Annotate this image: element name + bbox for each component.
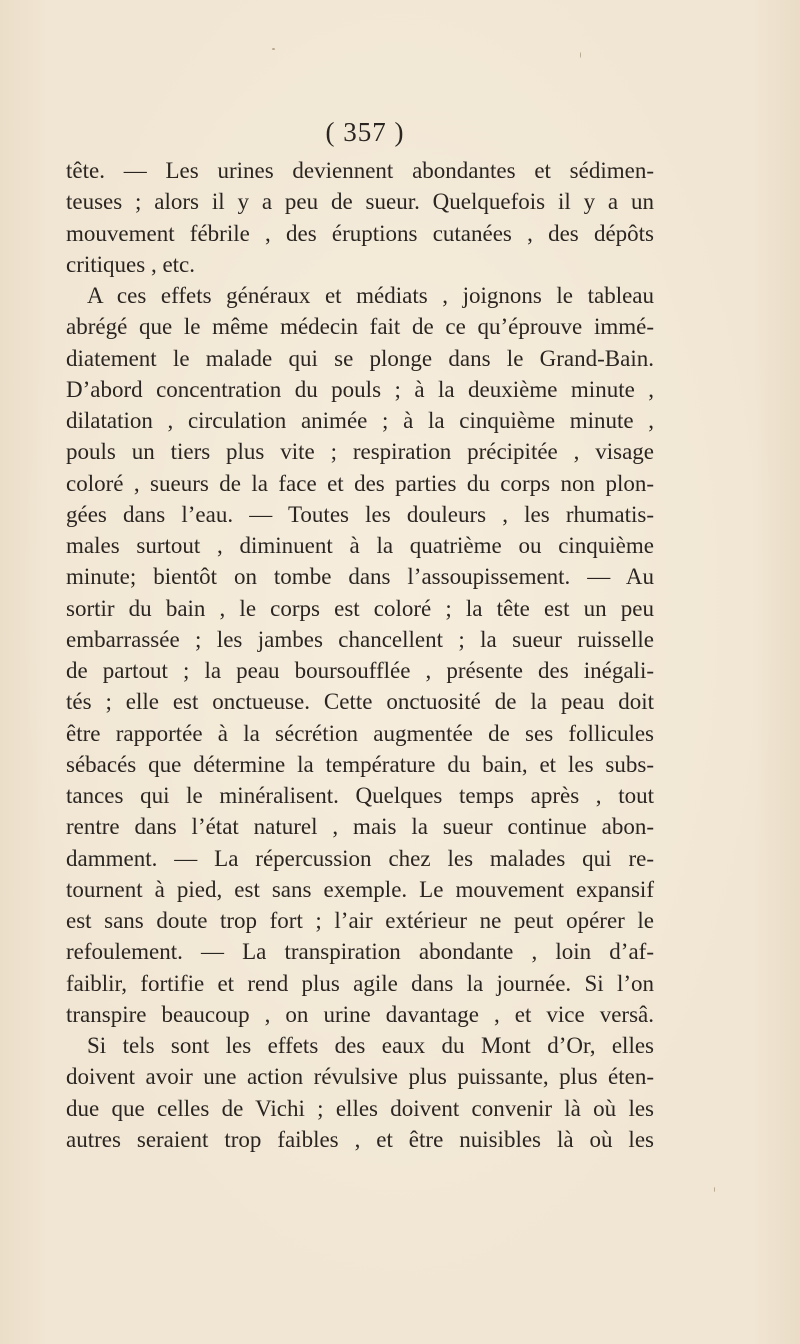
- text-line: A ces effets généraux et médiats , joignons le tableau: [87, 283, 654, 308]
- text-line: embarrassée ; les jambes chancellent ; la sueur ruisselle: [66, 626, 654, 652]
- text-line: de partout ; la peau boursoufflée , présente des inégali-: [66, 658, 654, 683]
- page-number: ( 357 ): [325, 117, 405, 147]
- text-line: rentre dans l’état naturel , mais la sueur continue abon-: [66, 814, 654, 840]
- text-line: damment. — La répercussion chez les malades qui re-: [66, 845, 654, 871]
- text-line: critiques , etc.: [66, 251, 196, 277]
- text-line: Si tels sont les effets des eaux du Mont d’Or, elles: [87, 1033, 654, 1058]
- text-line: refoulement. — La transpiration abondante , loin d’af-: [66, 939, 654, 965]
- text-line: pouls un tiers plus vite ; respiration précipitée , visage: [66, 439, 654, 465]
- text-line: mouvement fébrile , des éruptions cutanées , des dépôts: [66, 220, 654, 246]
- body-text: [66, 155, 654, 1155]
- text-line: faiblir, fortifie et rend plus agile dans la journée. Si l’on: [66, 970, 654, 996]
- text-line: sortir du bain , le corps est coloré ; la tête est un peu: [66, 595, 654, 621]
- text-line: sébacés que détermine la température du bain, et les subs-: [66, 751, 654, 777]
- text-line: due que celles de Vichi ; elles doivent convenir là où les: [66, 1095, 654, 1121]
- paper-speck: [714, 1187, 715, 1192]
- text-line: dilatation , circulation animée ; à la cinquième minute ,: [66, 408, 654, 433]
- text-line: tances qui le minéralisent. Quelques temps après , tout: [66, 783, 654, 808]
- text-line: tés ; elle est onctueuse. Cette onctuosité de la peau doit: [66, 689, 654, 715]
- text-line: teuses ; alors il y a peu de sueur. Quelquefois il y a un: [66, 189, 654, 215]
- text-line: gées dans l’eau. — Toutes les douleurs , les rhumatis-: [66, 501, 654, 527]
- text-line: diatement le malade qui se plonge dans le Grand-Bain.: [66, 345, 654, 371]
- text-line: doivent avoir une action révulsive plus puissante, plus éten-: [66, 1064, 654, 1090]
- text-line: tournent à pied, est sans exemple. Le mouvement expansif: [66, 876, 654, 902]
- text-line: transpire beaucoup , on urine davantage , et vice versâ.: [66, 1001, 654, 1027]
- text-line: être rapportée à la sécrétion augmentée de ses follicules: [66, 720, 654, 746]
- text-line: abrégé que le même médecin fait de ce qu’éprouve immé-: [66, 314, 654, 340]
- paper-speck: [272, 48, 275, 50]
- text-line: autres seraient trop faibles , et être nuisibles là où les: [66, 1126, 654, 1152]
- text-line: est sans doute trop fort ; l’air extérieur ne peut opérer le: [66, 908, 654, 933]
- text-line: minute; bientôt on tombe dans l’assoupissement. — Au: [66, 564, 654, 590]
- text-line: tête. — Les urines deviennent abondantes et sédimen-: [66, 158, 654, 183]
- text-line: males surtout , diminuent à la quatrième ou cinquième: [66, 533, 654, 558]
- text-line: coloré , sueurs de la face et des parties du corps non plon-: [66, 470, 654, 496]
- paper-speck: [580, 52, 581, 58]
- text-line: D’abord concentration du pouls ; à la deuxième minute ,: [66, 376, 654, 402]
